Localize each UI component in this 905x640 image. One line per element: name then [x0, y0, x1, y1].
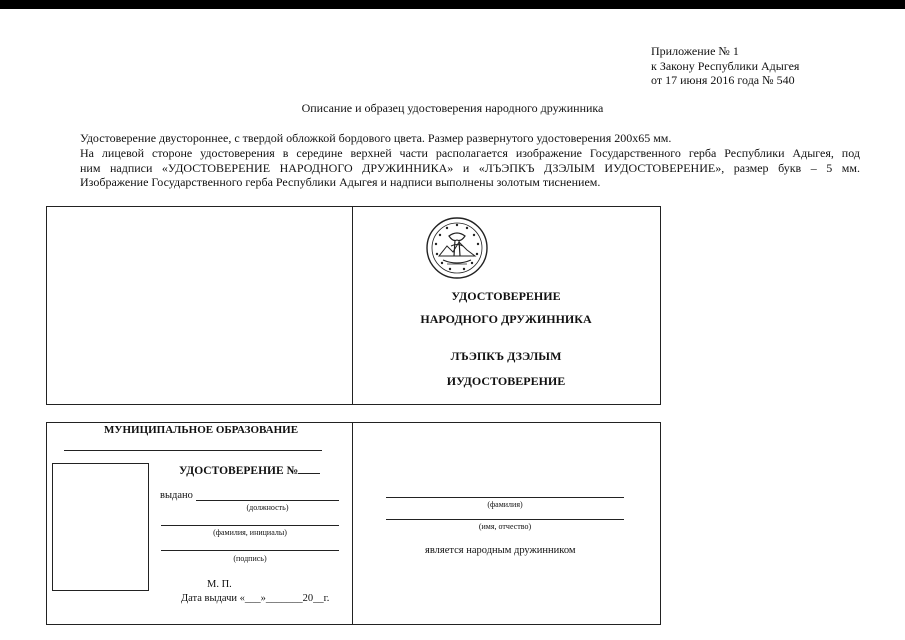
paragraph-1: Удостоверение двустороннее, с твердой обложкой бордового цвета. Размер развернутого удостоверения 200x65 мм.	[80, 131, 672, 145]
position-line	[196, 500, 339, 501]
municipality-line	[64, 450, 322, 451]
cover-title-ru-2: НАРОДНОГО ДРУЖИННИКА	[420, 312, 592, 326]
paragraph-2-line-3: Изображение Государственного герба Республики Адыгея и надписи выполнены золотым тиснением.	[80, 175, 601, 189]
given-name-caption: (имя, отчество)	[478, 522, 532, 531]
surname-line	[386, 497, 624, 498]
inner-fold-line	[352, 423, 353, 624]
id-number-blank	[298, 463, 320, 474]
cover-title-ady-2: ИУДОСТОВЕРЕНИЕ	[446, 374, 566, 388]
statement-text: является народным дружинником	[425, 545, 576, 556]
coat-of-arms-icon	[425, 216, 489, 280]
name-line	[161, 525, 339, 526]
scan-top-border	[0, 0, 905, 9]
annex-header	[651, 44, 799, 88]
photo-placeholder	[52, 463, 149, 591]
cover-title-ru-1: УДОСТОВЕРЕНИЕ	[451, 289, 561, 303]
cover-title-ady-1: ЛЪЭПКЪ ДЗЭЛЫМ	[450, 349, 562, 363]
annex-line-3: от 17 июня 2016 года № 540	[651, 73, 795, 87]
id-number-text: УДОСТОВЕРЕНИЕ №	[179, 465, 299, 477]
stamp-label: М. П.	[207, 579, 232, 590]
position-caption: (должность)	[246, 503, 289, 512]
surname-caption: (фамилия)	[487, 500, 523, 509]
paragraph-2-line-2: ним надписи «УДОСТОВЕРЕНИЕ НАРОДНОГО ДРУЖИННИКА» и «ЛЪЭПКЪ ДЗЭЛЫМ ИУДОСТОВЕРЕНИЕ», размер букв – 5 мм.	[80, 160, 860, 175]
annex-line-2: к Закону Республики Адыгея	[651, 58, 800, 73]
document-title: Описание и образец удостоверения народного дружинника	[301, 101, 604, 115]
municipality-label: МУНИЦИПАЛЬНОЕ ОБРАЗОВАНИЕ	[104, 424, 299, 436]
name-caption: (фамилия, инициалы)	[213, 528, 287, 537]
signature-line	[161, 550, 339, 551]
given-name-line	[386, 519, 624, 520]
annex-line-1: Приложение № 1	[651, 44, 739, 58]
issue-date: Дата выдачи «___»_______20__г.	[181, 593, 330, 604]
signature-caption: (подпись)	[233, 554, 267, 563]
paragraph-2-line-1: На лицевой стороне удостоверения в середине верхней части располагается изображение Государственного герба Республики Адыгея, под	[80, 146, 860, 160]
issued-label: выдано	[160, 490, 193, 501]
id-number-label	[179, 463, 320, 477]
paragraph-2	[42, 146, 860, 190]
